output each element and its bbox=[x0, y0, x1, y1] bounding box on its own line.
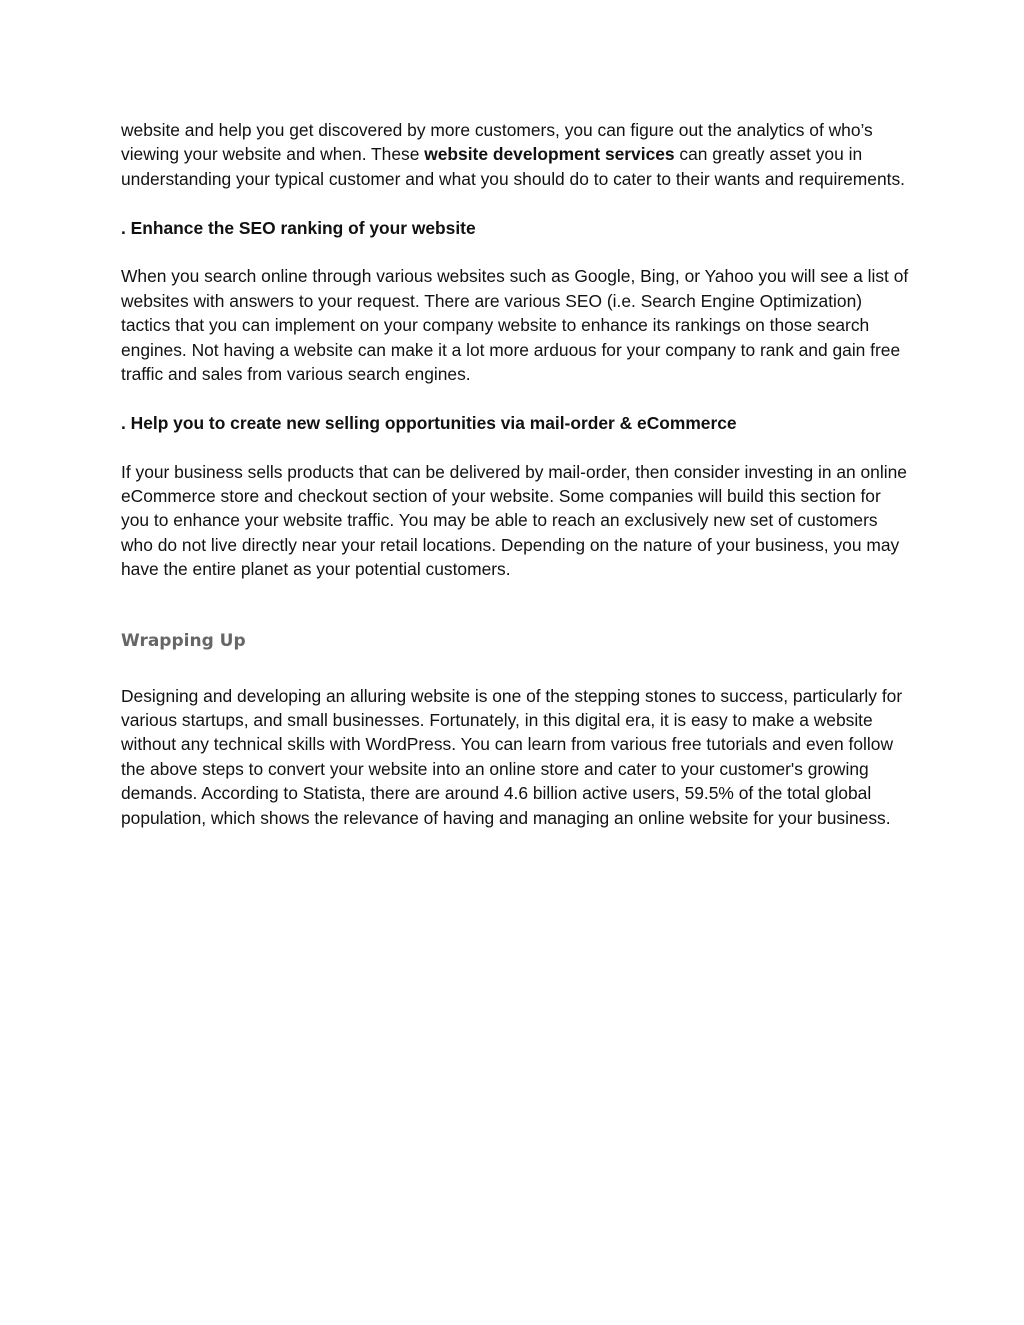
website-development-services-link-text: website development services bbox=[424, 144, 675, 165]
seo-heading: . Enhance the SEO ranking of your website bbox=[121, 217, 476, 238]
wrapping-up-title: Wrapping Up bbox=[121, 630, 246, 651]
seo-paragraph: When you search online through various websites such as Google, Bing, or Yahoo you will see a list of websites with answers to your request. There are various SEO (i.e. Search Engine Optimization) tactics that you can implement on your company website to enhance its rankings on those search engines. Not having a website can make it a lot more arduous for your company to rank and gain free traffic and sales from various search engines. bbox=[121, 266, 909, 385]
wrapping-up-paragraph: Designing and developing an alluring website is one of the stepping stones to success, particularly for various startups, and small businesses. Fortunately, in this digital era, it is easy to make a website without any technical skills with WordPress. You can learn from various free tutorials and even follow the above steps to convert your website into an online store and cater to your customer's growing demands. According to Statista, there are around 4.6 billion active users, 59.5% of the total global population, which shows the relevance of having and managing an online website for your business. bbox=[121, 685, 903, 828]
ecommerce-paragraph: If your business sells products that can be delivered by mail-order, then consider investing in an online eCommerce store and checkout section of your website. Some companies will build this section for you to enhance your website traffic. You may be able to reach an exclusively new set of customers who do not live directly near your retail locations. Depending on the nature of your business, you may have the entire planet as your potential customers. bbox=[121, 461, 907, 580]
ecommerce-heading: . Help you to create new selling opportunities via mail-order & eCommerce bbox=[121, 412, 737, 433]
intro-text-end: can greatly asset you in understanding your typical customer and what you should do to cater to their wants and requirements. bbox=[121, 144, 905, 189]
intro-paragraph bbox=[121, 118, 911, 191]
intro-text-start: website and help you get discovered by more customers, you can figure out the analytics of who’s viewing your website and when. These bbox=[121, 120, 873, 165]
document-page bbox=[121, 118, 911, 830]
